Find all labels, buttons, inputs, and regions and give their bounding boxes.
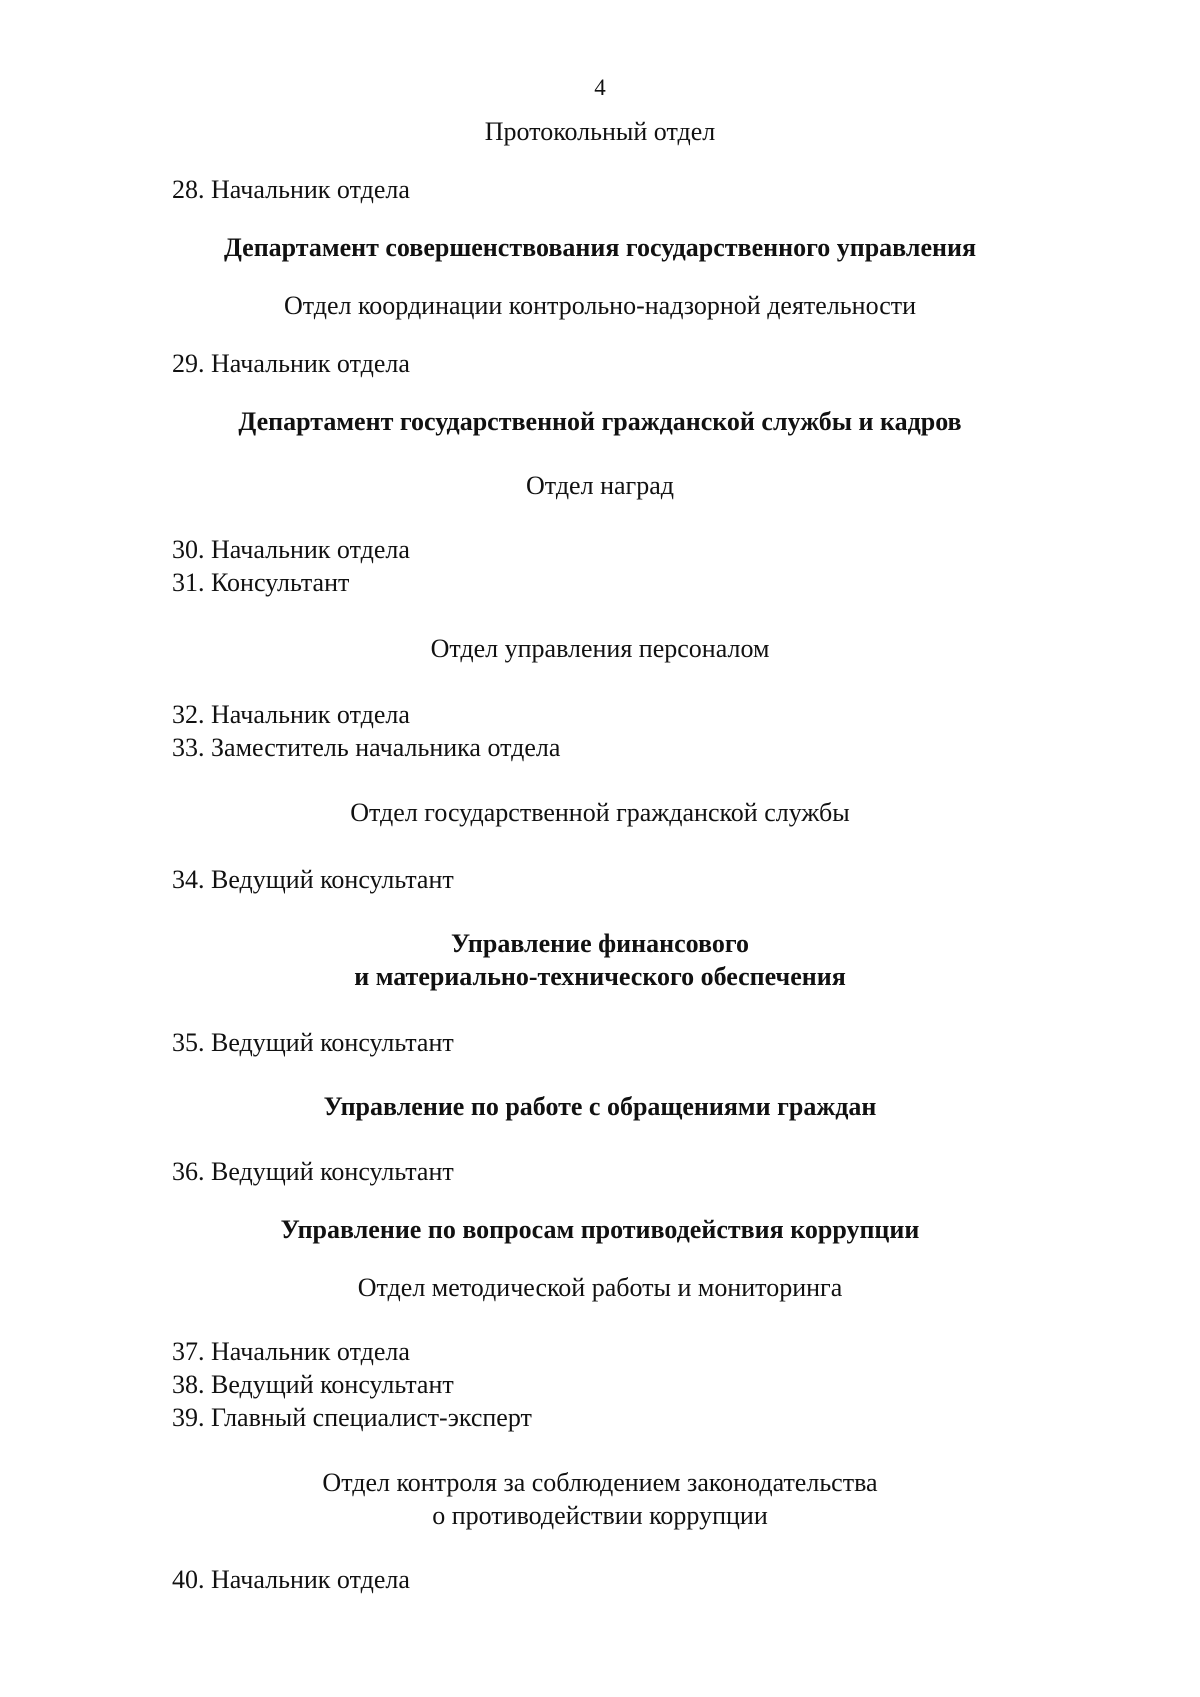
directorate-heading-anti-corruption: Управление по вопросам противодействия коррупции [280,1215,920,1244]
page-number: 4 [594,75,606,100]
directorate-heading-finance-line-2: и материально-технического обеспечения [354,962,846,991]
position-item-37: 37. Начальник отдела [172,1337,410,1366]
department-heading-civil-service-and-personnel: Департамент государственной гражданской службы и кадров [238,407,962,436]
position-item-30: 30. Начальник отдела [172,535,410,564]
section-heading-legislation-control-line-2: о противодействии коррупции [432,1501,768,1530]
position-item-40: 40. Начальник отдела [172,1565,410,1594]
section-heading-civil-service: Отдел государственной гражданской службы [350,798,850,827]
position-item-29: 29. Начальник отдела [172,349,410,378]
department-heading-public-administration: Департамент совершенствования государственного управления [223,233,977,262]
position-item-36: 36. Ведущий консультант [172,1157,454,1186]
section-heading-protocol-department: Протокольный отдел [484,117,716,146]
directorate-heading-finance-line-1: Управление финансового [450,929,750,958]
section-heading-methodical-monitoring: Отдел методической работы и мониторинга [357,1273,843,1302]
section-heading-legislation-control-line-1: Отдел контроля за соблюдением законодательства [322,1468,878,1497]
position-item-39: 39. Главный специалист-эксперт [172,1403,532,1432]
directorate-heading-citizens-appeals: Управление по работе с обращениями граждан [323,1092,877,1121]
section-heading-control-supervision: Отдел координации контрольно-надзорной деятельности [283,291,917,320]
section-heading-personnel-management: Отдел управления персоналом [430,634,770,663]
section-heading-awards: Отдел наград [526,471,674,500]
position-item-32: 32. Начальник отдела [172,700,410,729]
position-item-38: 38. Ведущий консультант [172,1370,454,1399]
position-item-33: 33. Заместитель начальника отдела [172,733,561,762]
position-item-35: 35. Ведущий консультант [172,1028,454,1057]
position-item-34: 34. Ведущий консультант [172,865,454,894]
position-item-28: 28. Начальник отдела [172,175,410,204]
position-item-31: 31. Консультант [172,568,350,597]
